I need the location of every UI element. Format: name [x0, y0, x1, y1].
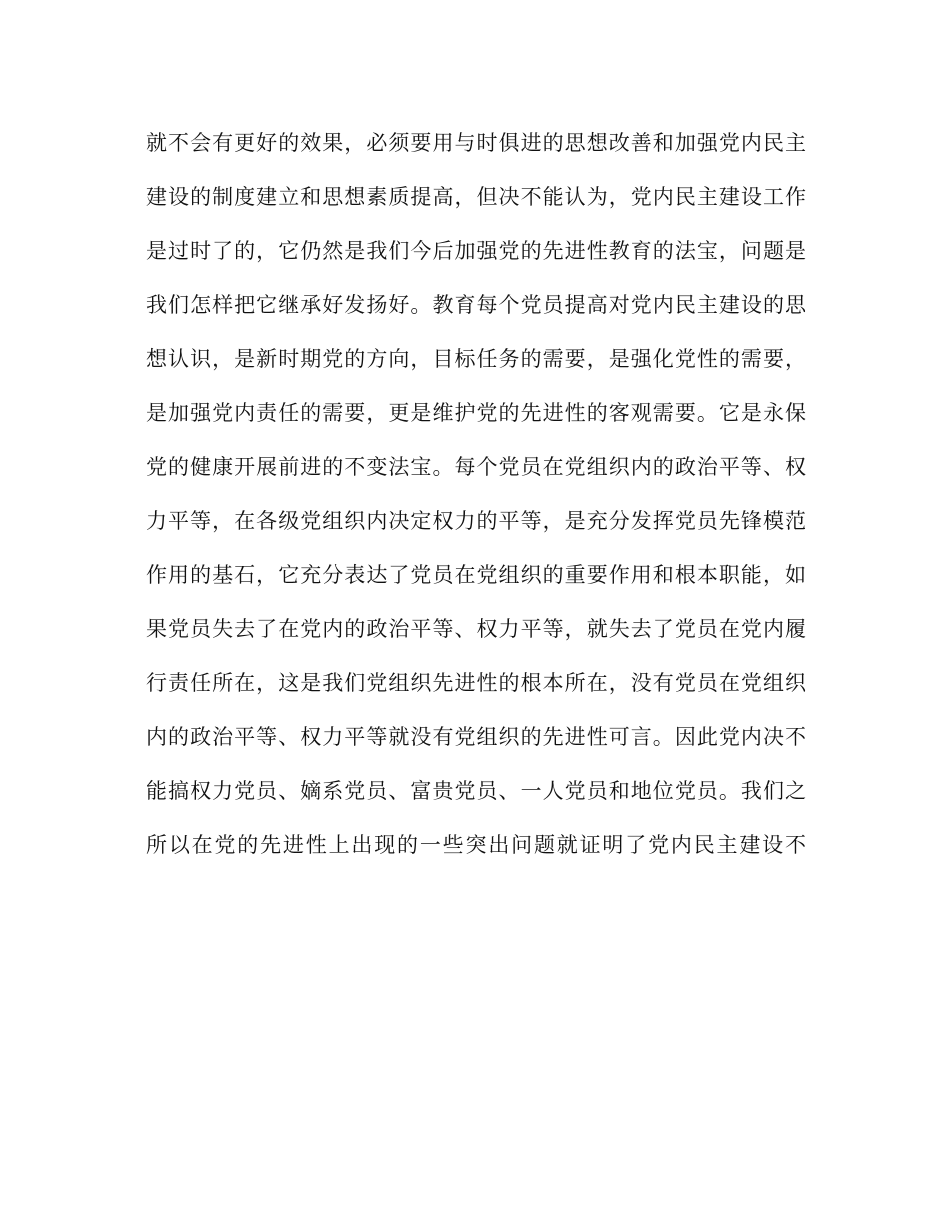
text-line-2: 建设的制度建立和思想素质提高，但决不能认为，党内民主建设工作: [146, 185, 806, 209]
body-text: [146, 120, 806, 876]
text-line-12: 内的政治平等、权力平等就没有党组织的先进性可言。因此党内决不: [146, 725, 806, 749]
text-line-10: 果党员失去了在党内的政治平等、权力平等，就失去了党员在党内履: [146, 617, 806, 641]
text-line-9: 作用的基石，它充分表达了党员在党组织的重要作用和根本职能，如: [146, 563, 806, 587]
text-line-8: 力平等，在各级党组织内决定权力的平等，是充分发挥党员先锋模范: [146, 509, 806, 533]
text-line-11: 行责任所在，这是我们党组织先进性的根本所在，没有党员在党组织: [146, 671, 806, 695]
text-line-4: 我们怎样把它继承好发扬好。教育每个党员提高对党内民主建设的思: [146, 293, 806, 317]
text-line-5: 想认识，是新时期党的方向，目标任务的需要，是强化党性的需要，: [146, 347, 806, 371]
text-line-13: 能搞权力党员、嫡系党员、富贵党员、一人党员和地位党员。我们之: [146, 779, 806, 803]
text-line-1: 就不会有更好的效果，必须要用与时俱进的思想改善和加强党内民主: [146, 131, 806, 155]
text-line-3: 是过时了的，它仍然是我们今后加强党的先进性教育的法宝，问题是: [146, 239, 806, 263]
text-line-6: 是加强党内责任的需要，更是维护党的先进性的客观需要。它是永保: [146, 401, 806, 425]
text-line-14: 所以在党的先进性上出现的一些突出问题就证明了党内民主建设不: [146, 833, 806, 857]
text-line-7: 党的健康开展前进的不变法宝。每个党员在党组织内的政治平等、权: [146, 455, 806, 479]
